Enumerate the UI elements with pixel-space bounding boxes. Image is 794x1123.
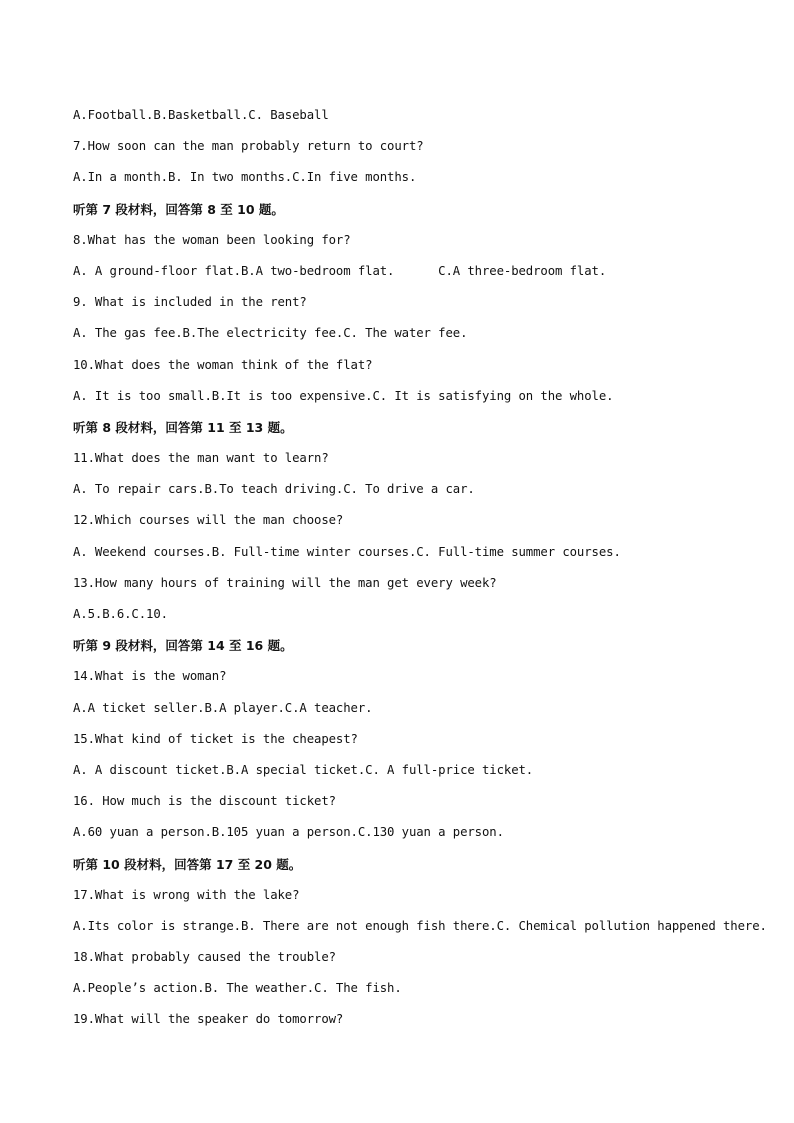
options-q13: A.5.B.6.C.10. xyxy=(73,607,168,621)
options-q7: A.In a month.B. In two months.C.In five months. xyxy=(73,170,417,185)
options-q12: A. Weekend courses.B. Full-time winter courses.C. Full-time summer courses. xyxy=(73,544,621,559)
question-13: 13.How many hours of training will the man get every week? xyxy=(73,575,497,590)
options-q10: A. It is too small.B.It is too expensive.C. It is satisfying on the whole. xyxy=(73,388,614,403)
options-q16: A.60 yuan a person.B.105 yuan a person.C.130 yuan a person. xyxy=(73,825,504,840)
options-q6: A.Football.B.Basketball.C. Baseball xyxy=(73,108,329,122)
section-heading-7: 听第 7 段材料，回答第 8 至 10 题。 xyxy=(73,201,284,217)
options-q15: A. A discount ticket.B.A special ticket.C. A full-price ticket. xyxy=(73,762,534,777)
question-12: 12.Which courses will the man choose? xyxy=(73,513,344,528)
options-q9: A. The gas fee.B.The electricity fee.C. The water fee. xyxy=(73,326,468,341)
document-page xyxy=(73,100,773,1036)
question-17: 17.What is wrong with the lake? xyxy=(73,887,300,902)
question-16: 16. How much is the discount ticket? xyxy=(73,794,336,809)
question-15: 15.What kind of ticket is the cheapest? xyxy=(73,731,358,746)
section-heading-8: 听第 8 段材料，回答第 11 至 13 题。 xyxy=(73,419,293,435)
question-19: 19.What will the speaker do tomorrow? xyxy=(73,1012,344,1027)
options-q17: A.Its color is strange.B. There are not enough fish there.C. Chemical pollution happened there. xyxy=(73,918,767,933)
question-11: 11.What does the man want to learn? xyxy=(73,451,329,466)
options-q8: A. A ground-floor flat.B.A two-bedroom flat. C.A three-bedroom flat. xyxy=(73,263,607,278)
options-q14: A.A ticket seller.B.A player.C.A teacher. xyxy=(73,700,373,715)
question-9: 9. What is included in the rent? xyxy=(73,295,307,310)
options-q18: A.People’s action.B. The weather.C. The fish. xyxy=(73,981,402,996)
question-7: 7.How soon can the man probably return to court? xyxy=(73,139,424,154)
section-heading-9: 听第 9 段材料，回答第 14 至 16 题。 xyxy=(73,638,293,654)
question-18: 18.What probably caused the trouble? xyxy=(73,950,336,965)
question-14: 14.What is the woman? xyxy=(73,669,227,684)
section-heading-10: 听第 10 段材料，回答第 17 至 20 题。 xyxy=(73,856,302,872)
question-10: 10.What does the woman think of the flat? xyxy=(73,357,373,372)
question-8: 8.What has the woman been looking for? xyxy=(73,232,351,247)
options-q11: A. To repair cars.B.To teach driving.C. To drive a car. xyxy=(73,482,475,497)
